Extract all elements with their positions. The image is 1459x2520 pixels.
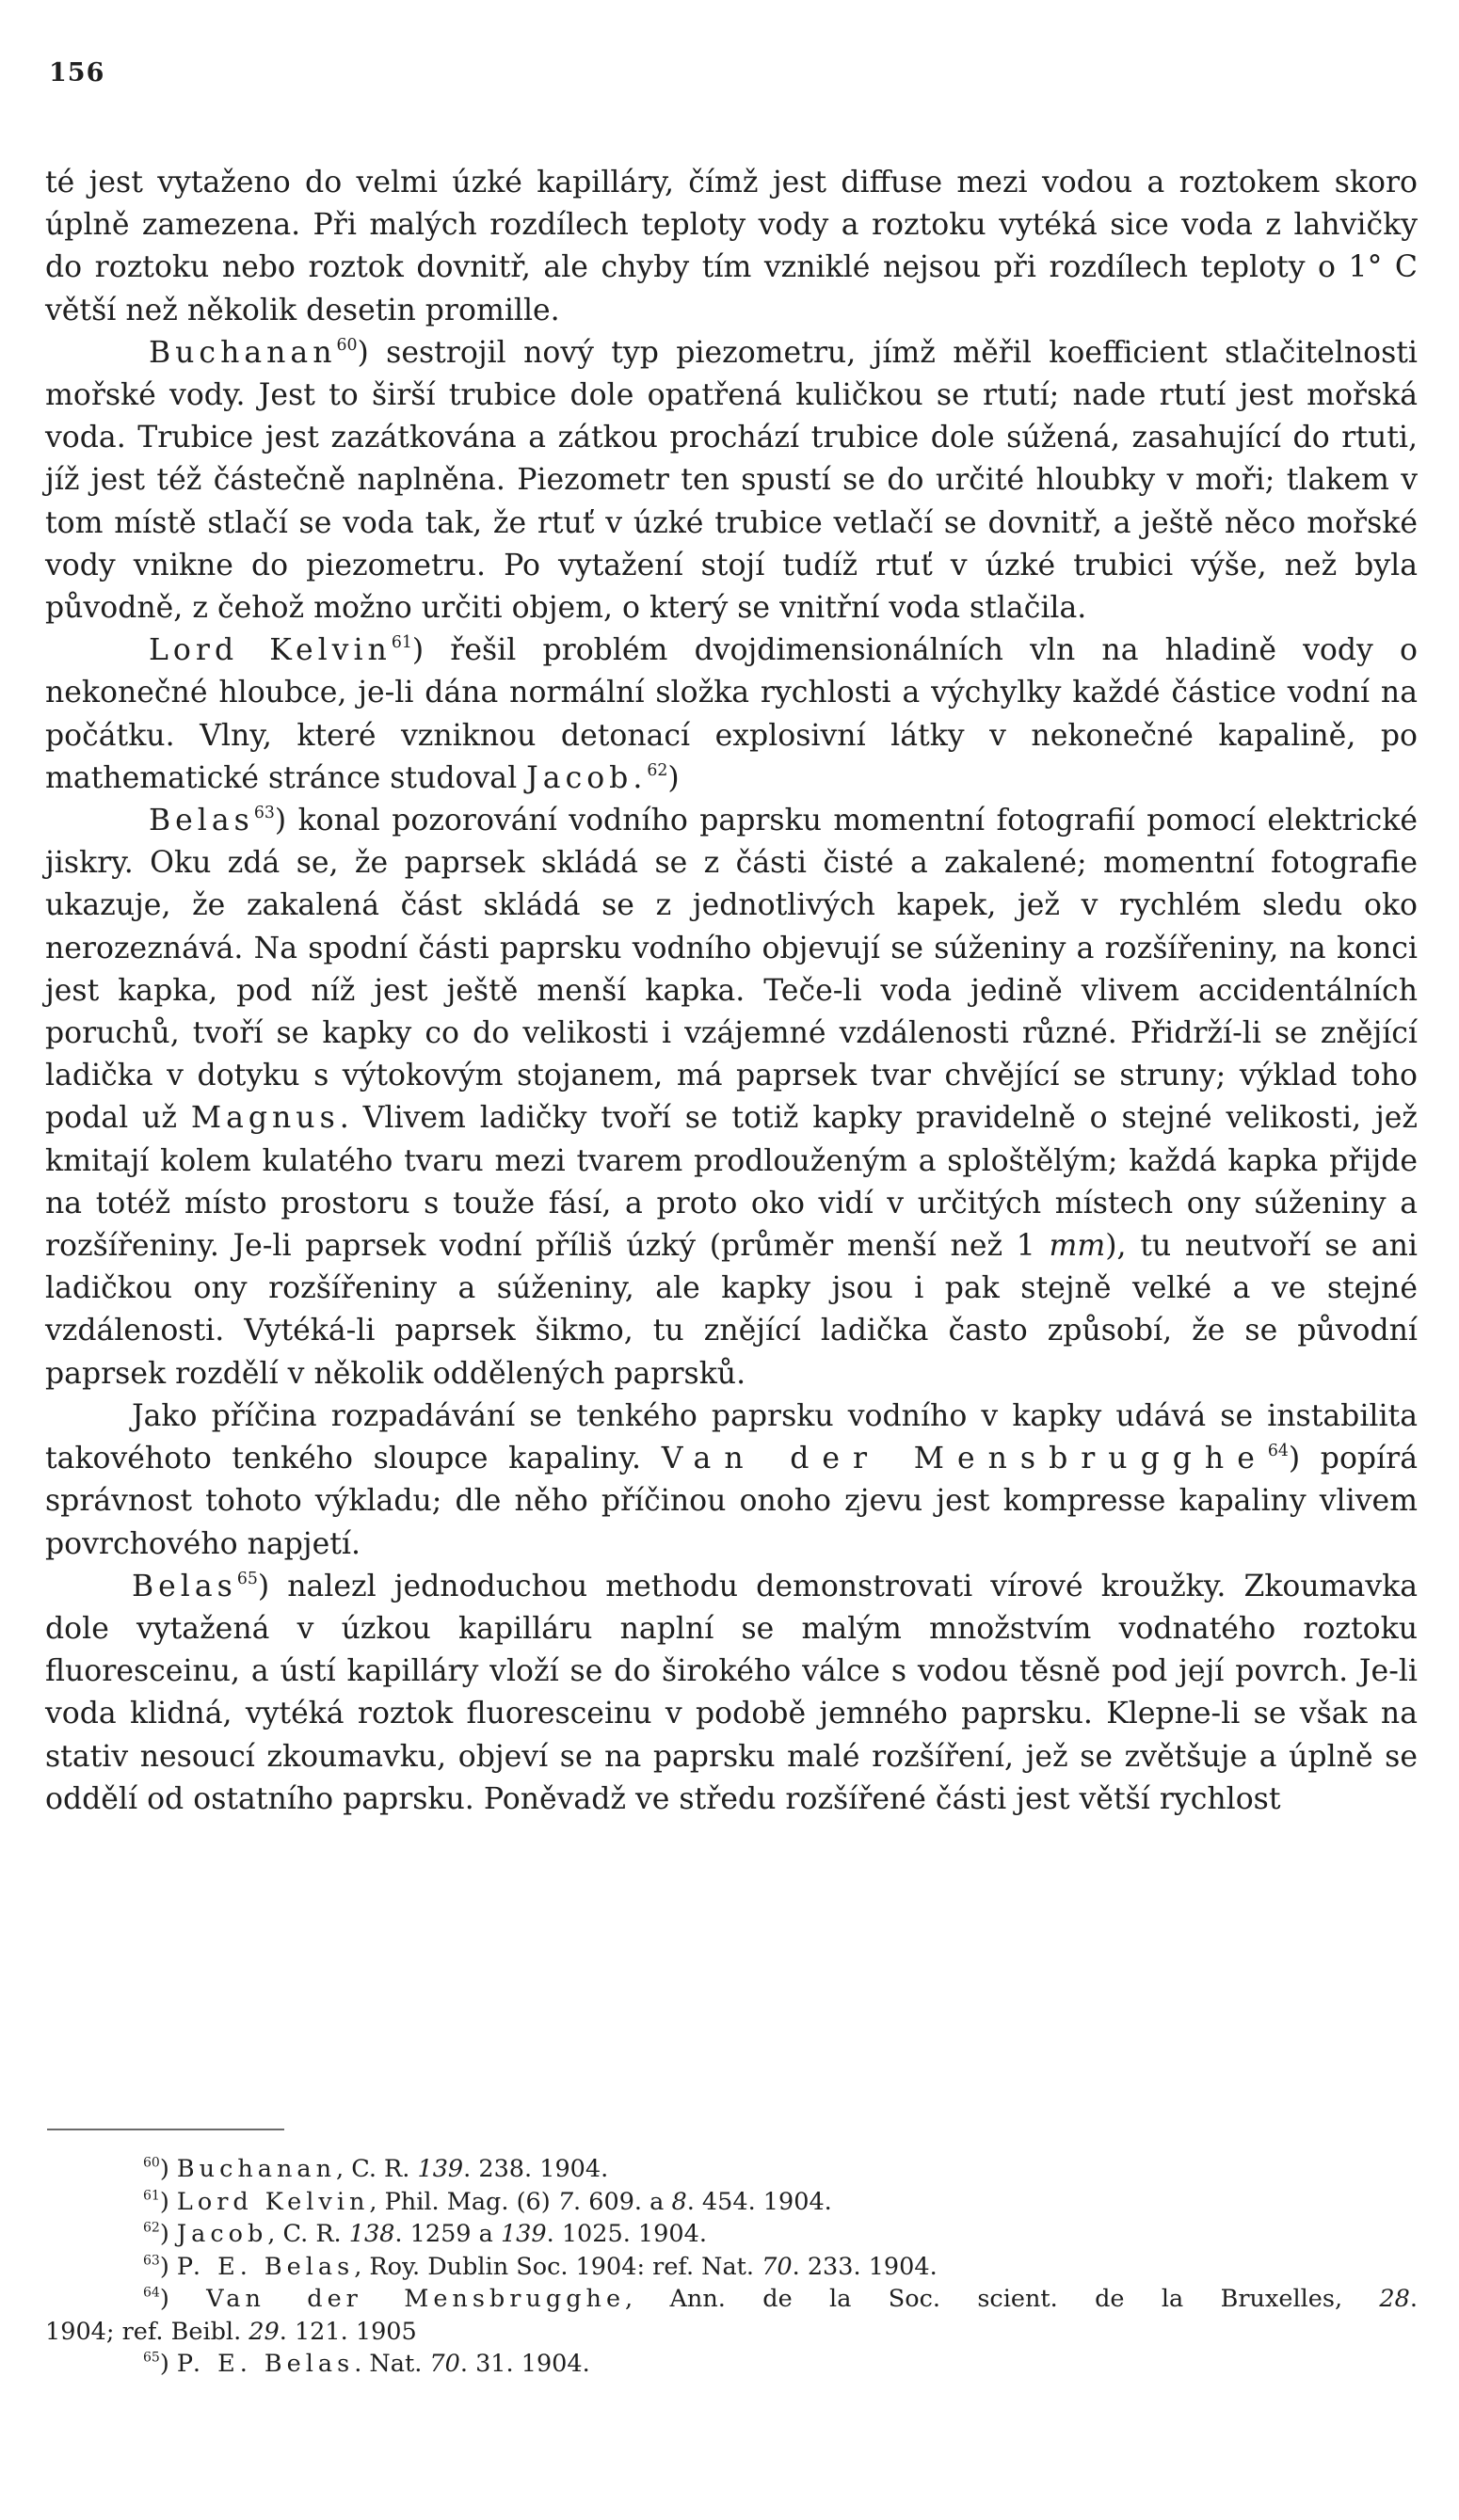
footnote-text: . 233. 1904. — [792, 2252, 938, 2281]
footnote-ref: 62 — [647, 760, 668, 780]
paragraph-1-text: té jest vytaženo do velmi úzké kapilláry, čímž jest diffuse mezi vodou a roztokem skoro úplně zamezena. Při malých rozdílech teploty vody a roztoku vytéká sice voda z lahvičky do roztoku nebo roztok dovnitř, ale chyby tím vzniklé nejsou při rozdílech teploty o 1° C větší než několik desetin promille. — [45, 166, 1418, 327]
paragraph-4 — [45, 800, 1418, 1396]
volume-number: 28 — [1379, 2285, 1410, 2313]
footnote-number: 62 — [143, 2220, 160, 2236]
footnote-text: . 454. 1904. — [686, 2187, 832, 2216]
footnote-ref: 60 — [336, 335, 358, 355]
volume-number: 138 — [348, 2220, 395, 2248]
paragraph-4-text-c: ), tu neutvoří se ani ladičkou ony rozšířeniny a súženiny, ale kapky jsou i pak stejně velké a ve stejné vzdálenosti. Vytéká-li paprsek šikmo, tu znějící ladička často způsobí, že se původní paprsek rozdělí v několik oddělených paprsků. — [45, 1229, 1418, 1391]
author-name: Magnus — [190, 1101, 340, 1136]
footnote-text: 1904; ref. Beibl. — [45, 2317, 249, 2346]
footnote-text: . Nat. — [354, 2350, 430, 2378]
footnote-62: $^{62}$) Jacob, C. R. 138. 1259 a 139. 1025. 1904. — [143, 2220, 707, 2248]
paragraph-6 — [45, 1566, 1418, 1821]
footnote-number: 61 — [143, 2187, 160, 2203]
footnote-ref: 65 — [236, 1569, 258, 1588]
volume-number: 139 — [500, 2220, 547, 2248]
footnote-ref: 61 — [391, 633, 412, 653]
author-name: Jacob. — [526, 760, 648, 795]
footnote-text: . 31. 1904. — [459, 2350, 590, 2378]
footnote-number: 63 — [143, 2252, 160, 2268]
footnote-number: 65 — [143, 2350, 160, 2366]
footnote-text: . 1259 a — [394, 2220, 501, 2248]
footnote-61: $^{61}$) Lord Kelvin, Phil. Mag. (6) 7. 609. a 8. 454. 1904. — [143, 2187, 832, 2216]
paragraph-5-text-a: Jako příčina rozpadávání se tenkého paprsku vodního v kapky udává se instabilita takovéhoto tenkého sloupce kapaliny. — [45, 1398, 1418, 1476]
footnote-text: , Roy. Dublin Soc. 1904: ref. Nat. — [354, 2252, 762, 2281]
footnote-text: , C. R. — [336, 2155, 418, 2183]
footnote-text: , Phil. Mag. (6) — [369, 2187, 558, 2216]
author-name: Van der Mensbrugghe — [661, 1442, 1268, 1476]
paragraph-5 — [45, 1396, 1418, 1566]
paragraph-5-text-b: ) popírá správnost tohoto výkladu; dle něho příčinou onoho zjevu jest kompresse kapaliny vlivem povrchového napjetí. — [45, 1442, 1418, 1561]
footnote-text: . 609. a — [573, 2187, 672, 2216]
footnote-text: . 121. 1905 — [279, 2317, 417, 2346]
footnote-ref: 63 — [253, 804, 275, 823]
author-name: Belas — [149, 804, 254, 838]
footnote-text: . 1025. 1904. — [546, 2220, 707, 2248]
body-text — [45, 162, 1418, 1821]
volume-number: 7 — [557, 2187, 574, 2216]
footnote-text: . — [1409, 2285, 1418, 2313]
footnote-author: Buchanan — [176, 2155, 337, 2183]
footnote-author: Jacob — [176, 2220, 268, 2248]
page-number: 156 — [49, 58, 105, 88]
volume-number: 29 — [249, 2317, 280, 2346]
paragraph-1 — [45, 162, 1418, 332]
footnote-65: $^{65}$) P. E. Belas. Nat. 70. 31. 1904. — [143, 2350, 590, 2378]
footnote-divider — [47, 2129, 284, 2130]
footnote-author: Van der Mensbrugghe — [206, 2285, 626, 2313]
footnote-number: 60 — [143, 2155, 160, 2171]
volume-number: 8 — [671, 2187, 687, 2216]
footnote-63: $^{63}$) P. E. Belas, Roy. Dublin Soc. 1904: ref. Nat. 70. 233. 1904. — [143, 2252, 938, 2281]
paragraph-2-text: ) sestrojil nový typ piezometru, jímž měřil koefficient stlačitelnosti mořské vody. Jest to širší trubice dole opatřená kuličkou se rtutí; nade rtutí jest mořská voda. Trubice jest zazátkována a zátkou prochází trubice dole súžená, zasahující do rtuti, jíž jest též částečně naplněna. Piezometr ten spustí se do určité hloubky v moři; tlakem v tom místě stlačí se voda tak, že rtuť v úzké trubice vetlačí se dovnitř, a ještě něco mořské vody vnikne do piezometru. Po vytažení stojí tudíž rtuť v úzké trubici výše, než byla původně, z čehož možno určiti objem, o který se vnitřní voda stlačila. — [45, 335, 1418, 626]
footnote-text: . 238. 1904. — [463, 2155, 609, 2183]
footnote-text: , Ann. de la Soc. scient. de la Bruxelles, — [625, 2285, 1380, 2313]
author-name: Buchanan — [149, 335, 337, 370]
footnote-60: $^{60}$) Buchanan, C. R. 139. 238. 1904. — [143, 2155, 609, 2183]
volume-number: 139 — [417, 2155, 464, 2183]
footnote-text: , C. R. — [267, 2220, 349, 2248]
paragraph-6-text: ) nalezl jednoduchou methodu demonstrovati vírové kroužky. Zkoumavka dole vytažená v úzkou kapilláru naplní se malým množstvím vodnatého roztoku fluoresceinu, a ústí kapilláry vloží se do širokého válce s vodou těsně pod její povrch. Je-li voda klidná, vytéká roztok fluoresceinu v podobě jemného paprsku. Klepne-li se však na stativ nesoucí zkoumavku, objeví se na paprsku malé rozšíření, jež se zvětšuje a úplně se oddělí od ostatního paprsku. Poněvadž ve středu rozšířené části jest větší rychlost — [45, 1569, 1418, 1816]
author-name: Lord Kelvin — [149, 633, 392, 668]
paragraph-3 — [45, 630, 1418, 800]
volume-number: 70 — [762, 2252, 793, 2281]
unit-label: mm — [1049, 1229, 1106, 1264]
paragraph-4-text-a: ) konal pozorování vodního paprsku momentní fotografií pomocí elektrické jiskry. Oku zdá se, že paprsek skládá se z části čisté a zakalené; momentní fotografie ukazuje, že zakalená část skládá se z jednotlivých kapek, jež v rychlém sledu oko nerozeznává. Na spodní části paprsku vodního objevují se súženiny a rozšířeniny, na konci jest kapka, pod níž jest ještě menší kapka. Teče-li voda jedině vlivem accidentálních poruchů, tvoří se kapky co do velikosti i vzájemné vzdálenosti různé. Přidrží-li se znějící ladička v dotyku s výtokovým stojanem, má paprsek tvar chvějící se struny; výklad toho podal už — [45, 804, 1418, 1136]
footnote-author: P. E. Belas — [176, 2350, 355, 2378]
footnote-ref: 64 — [1267, 1442, 1289, 1461]
footnote-author: Lord Kelvin — [176, 2187, 370, 2216]
footnote-64: $^{64}$) Van der Mensbrugghe, Ann. de la Soc. scient. de la Bruxelles, 28. — [143, 2285, 1418, 2313]
paragraph-3-text-b: ) — [667, 760, 680, 795]
footnote-number: 64 — [143, 2285, 160, 2301]
paragraph-2 — [45, 332, 1418, 630]
author-name: Belas — [132, 1569, 237, 1603]
footnote-64-continued — [45, 2316, 1418, 2349]
footnote-author: P. E. Belas — [176, 2252, 355, 2281]
paragraph-4-text-b: . Vlivem ladičky tvoří se totiž kapky pravidelně o stejné velikosti, jež kmitají kolem kulatého tvaru mezi tvarem prodlouženým a sploštělým; každá kapka přijde na totéž místo prostoru s touže fásí, a proto oko vidí v určitých místech ony súženiny a rozšířeniny. Je-li paprsek vodní příliš úzký (průměr menší než 1 — [45, 1101, 1418, 1264]
footnotes — [45, 2153, 1418, 2381]
paragraph-3-text-a: ) řešil problém dvojdimensionálních vln na hladině vody o nekonečné hloubce, je-li dána normální složka rychlosti a výchylky každé částice vodní na počátku. Vlny, které vzniknou detonací explosivní látky v nekonečné kapalině, po mathematické stránce studoval — [45, 633, 1418, 795]
volume-number: 70 — [429, 2350, 460, 2378]
